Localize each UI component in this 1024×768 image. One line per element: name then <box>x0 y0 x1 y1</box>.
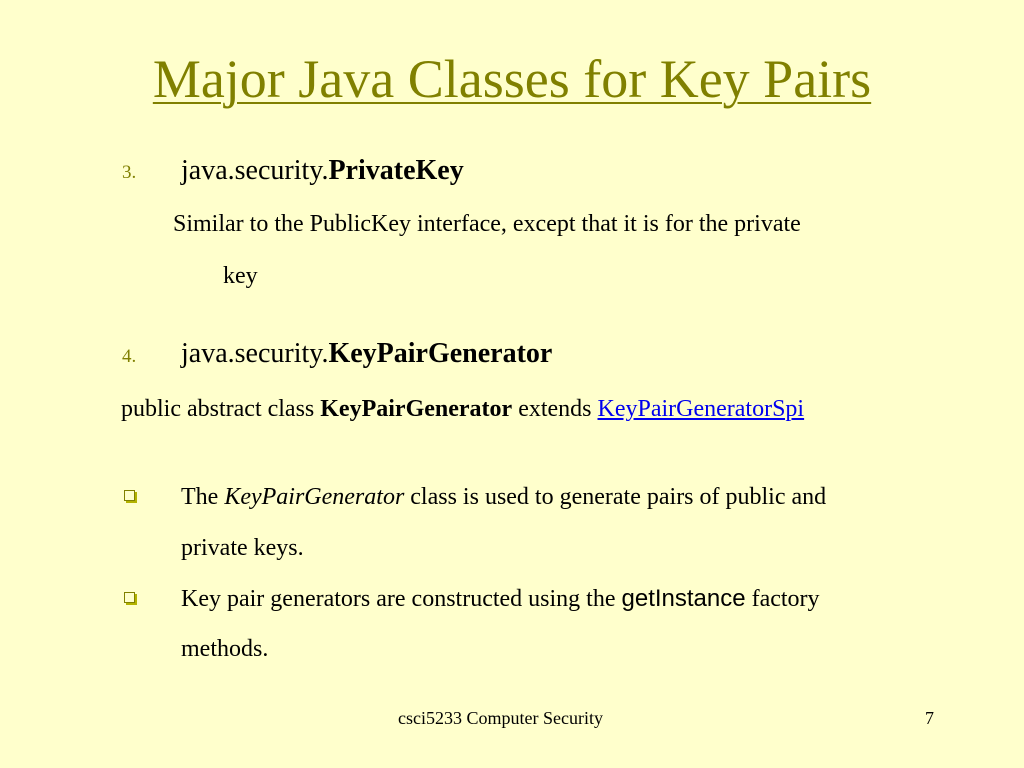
declaration-class: KeyPairGenerator <box>320 396 513 422</box>
item-heading-privatekey <box>181 154 464 188</box>
bullet-text: Key pair generators are constructed using the <box>181 586 622 612</box>
item-number-4: 4. <box>122 346 137 367</box>
square-bullet-icon <box>124 490 135 501</box>
bullet-text: class is used to generate pairs of public and <box>404 484 827 510</box>
square-bullet-icon <box>124 592 135 603</box>
footer-course: csci5233 Computer Security <box>398 708 603 728</box>
superclass-link[interactable]: KeyPairGeneratorSpi <box>597 396 805 422</box>
bullet-2-line2: methods. <box>181 636 269 662</box>
item-description-line1: Similar to the PublicKey interface, except that it is for the private <box>173 211 801 237</box>
item-description-line2: key <box>223 263 258 289</box>
page-number: 7 <box>925 708 934 728</box>
item-prefix: java.security. <box>181 338 329 369</box>
bullet-emphasis: KeyPairGenerator <box>224 484 405 510</box>
bullet-2-line1 <box>181 584 820 614</box>
item-prefix: java.security. <box>181 155 329 186</box>
bullet-1-line2: private keys. <box>181 535 304 561</box>
bullet-text: The <box>181 484 225 510</box>
declaration-extends: extends <box>512 396 598 422</box>
class-declaration <box>121 394 804 424</box>
declaration-prefix: public abstract class <box>121 396 321 422</box>
bullet-1-line1 <box>181 482 826 512</box>
bullet-code: getInstance <box>621 585 746 612</box>
item-class-name: KeyPairGenerator <box>328 338 553 369</box>
item-class-name: PrivateKey <box>328 155 464 186</box>
slide-title: Major Java Classes for Key Pairs <box>152 49 872 109</box>
bullet-text: factory <box>745 586 820 612</box>
item-heading-keypairgenerator <box>181 337 552 371</box>
item-number-3: 3. <box>122 162 137 183</box>
